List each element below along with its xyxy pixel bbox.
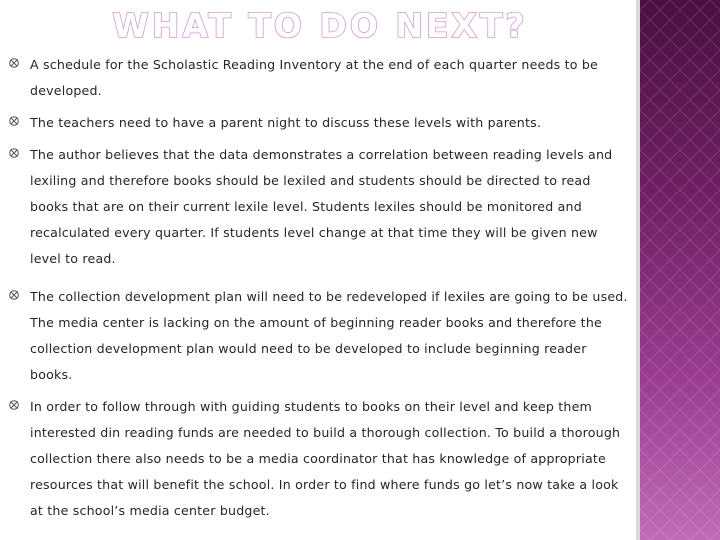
bullet-item [0,142,640,272]
bullet-text: A schedule for the Scholastic Reading Inventory at the end of each quarter needs to be developed. [30,57,599,98]
reference-mark-bullet-icon [8,115,20,127]
bullet-list [0,52,640,528]
decorative-side-panel [640,0,720,540]
reference-mark-bullet-icon [8,57,20,69]
reference-mark-bullet-icon [8,399,20,411]
bullet-item [0,110,640,136]
bullet-item [0,284,640,388]
bullet-item [0,52,640,104]
reference-mark-bullet-icon [8,147,20,159]
bullet-text: In order to follow through with guiding students to books on their level and keep them interested din reading funds are needed to build a thorough collection. To build a thorough collection there also needs to be a media coordinator that has knowledge of appropriate resources that will benefit the school. In order to find where funds go let’s now take a look at the school’s media center budget. [30,399,621,518]
bullet-text: The teachers need to have a parent night to discuss these levels with parents. [30,115,542,130]
bullet-text: The collection development plan will need to be redeveloped if lexiles are going to be used. The media center is lacking on the amount of beginning reader books and therefore the collection development plan would need to be developed to include beginning reader books. [30,289,628,382]
slide-title: WHAT TO DO NEXT? [112,6,528,45]
diamond-pattern-graphic [640,0,720,540]
reference-mark-bullet-icon [8,289,20,301]
bullet-item [0,394,640,524]
bullet-text: The author believes that the data demonstrates a correlation between reading levels and lexiling and therefore books should be lexiled and students should be directed to read books that are on their current lexile level. Students lexiles should be monitored and recalculated every quarter. If students level change at that time they will be given new level to read. [30,147,613,266]
